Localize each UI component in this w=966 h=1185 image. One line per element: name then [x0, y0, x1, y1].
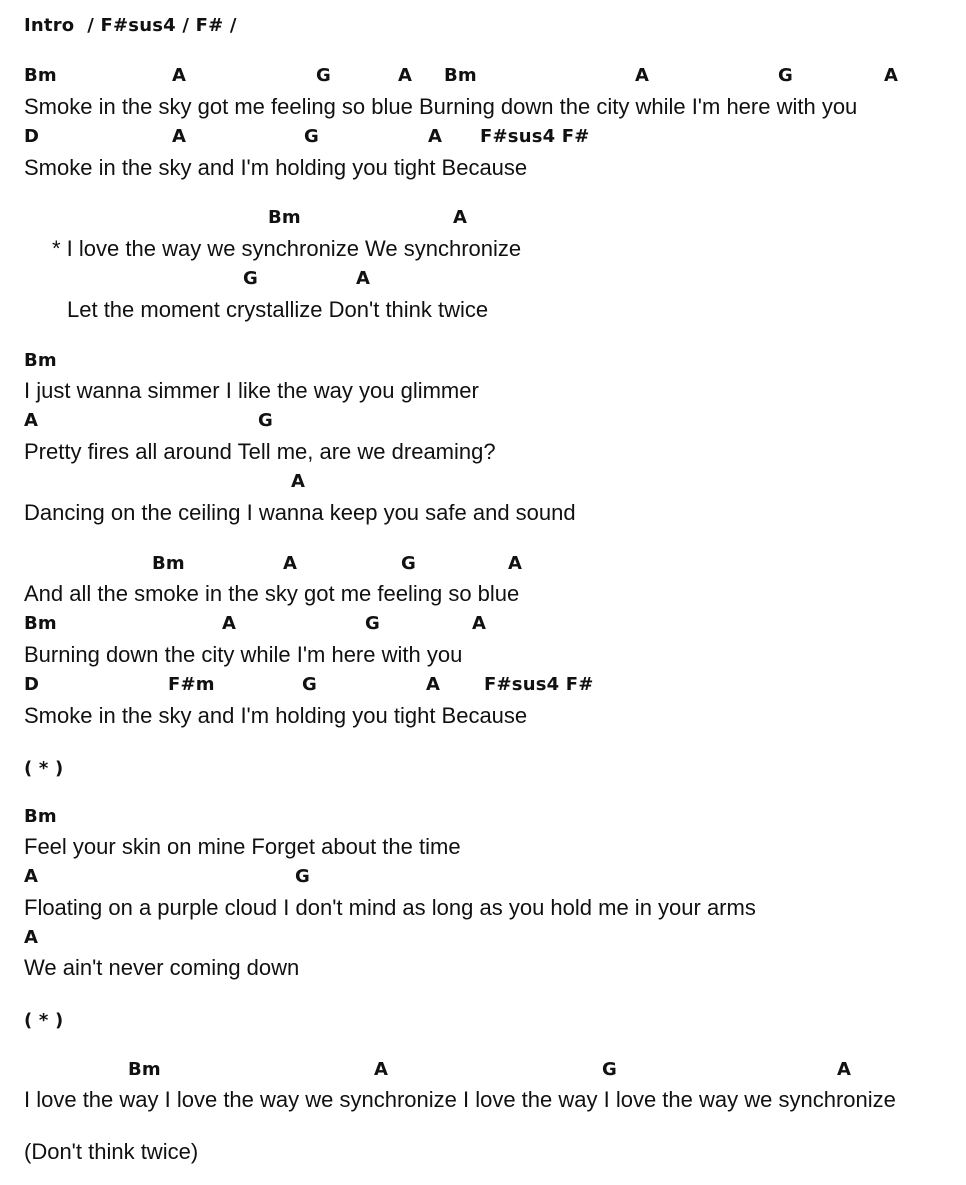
- chord: Bm: [152, 553, 185, 574]
- chord: F#m: [168, 674, 215, 695]
- lyric-line: * I love the way we synchronize We synchronize: [52, 236, 522, 261]
- lyric-line: Let the moment crystallize Don't think twice: [67, 297, 489, 322]
- chord: A: [508, 553, 523, 574]
- chord: Bm: [444, 65, 477, 86]
- chord: A: [635, 65, 650, 86]
- chord: A: [884, 65, 899, 86]
- chord: G: [316, 65, 331, 86]
- lyric-line: Smoke in the sky and I'm holding you tight Because: [24, 155, 528, 180]
- chord: Bm: [24, 350, 57, 371]
- chord: G: [243, 268, 258, 289]
- chord: A: [222, 613, 237, 634]
- chord: A: [398, 65, 413, 86]
- lyric-line: Feel your skin on mine Forget about the time: [24, 834, 461, 859]
- chord: A: [374, 1059, 389, 1080]
- chord: A: [24, 866, 39, 887]
- chord: Bm: [268, 207, 301, 228]
- chord: G: [778, 65, 793, 86]
- lyric-line: Smoke in the sky got me feeling so blue Burning down the city while I'm here with you: [24, 94, 858, 119]
- lyric-line: Pretty fires all around Tell me, are we dreaming?: [24, 439, 496, 464]
- chord: A: [472, 613, 487, 634]
- chord: D: [24, 674, 40, 695]
- chord: Bm: [24, 806, 57, 827]
- lyric-line: (Don't think twice): [24, 1139, 199, 1164]
- chord: A: [283, 553, 298, 574]
- chord: Bm: [128, 1059, 161, 1080]
- chord: G: [602, 1059, 617, 1080]
- chord: F#sus4 F#: [480, 126, 590, 147]
- lyric-line: Floating on a purple cloud I don't mind as long as you hold me in your arms: [24, 895, 756, 920]
- chord: A: [172, 126, 187, 147]
- chord: Bm: [24, 65, 57, 86]
- chord: A: [172, 65, 187, 86]
- intro-line: Intro / F#sus4 / F# /: [24, 15, 237, 36]
- lyric-line: Dancing on the ceiling I wanna keep you safe and sound: [24, 500, 576, 525]
- chorus-reference: ( * ): [24, 758, 64, 779]
- chord: G: [304, 126, 319, 147]
- chord: A: [426, 674, 441, 695]
- lyric-line: Burning down the city while I'm here with you: [24, 642, 463, 667]
- chord: D: [24, 126, 40, 147]
- lyric-line: I just wanna simmer I like the way you glimmer: [24, 378, 479, 403]
- lyric-line: Smoke in the sky and I'm holding you tight Because: [24, 703, 528, 728]
- chord: A: [837, 1059, 852, 1080]
- chord: G: [401, 553, 416, 574]
- chord: A: [453, 207, 468, 228]
- lyric-line: We ain't never coming down: [24, 955, 300, 980]
- chorus-reference: ( * ): [24, 1010, 64, 1031]
- chord: F#sus4 F#: [484, 674, 594, 695]
- chord: G: [258, 410, 273, 431]
- chord: G: [295, 866, 310, 887]
- lyric-line: And all the smoke in the sky got me feeling so blue: [24, 581, 520, 606]
- chord: A: [356, 268, 371, 289]
- chord: G: [302, 674, 317, 695]
- lyric-line: I love the way I love the way we synchronize I love the way I love the way we synchronize: [24, 1087, 896, 1112]
- chord: A: [428, 126, 443, 147]
- chord: A: [24, 927, 39, 948]
- chord: A: [24, 410, 39, 431]
- chord: Bm: [24, 613, 57, 634]
- chord: A: [291, 471, 306, 492]
- chord: G: [365, 613, 380, 634]
